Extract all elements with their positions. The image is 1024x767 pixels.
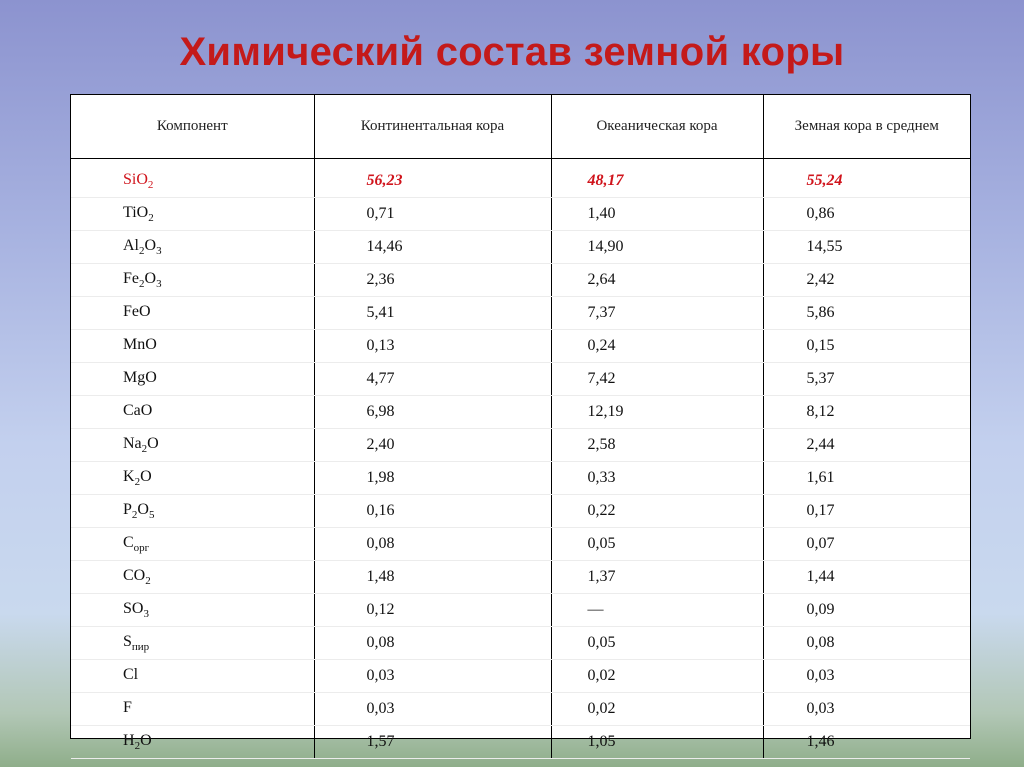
cell-average: 0,86 [763, 198, 970, 231]
formula-sub2: 3 [156, 278, 162, 291]
table-row [71, 693, 970, 726]
cell-continental: 5,41 [314, 297, 551, 330]
composition-table-container [70, 94, 971, 753]
formula-sub: 2 [139, 278, 145, 291]
cell-oceanic: 0,05 [551, 528, 763, 561]
header-average: Земная кора в среднем [763, 95, 970, 159]
cell-oceanic: 0,02 [551, 693, 763, 726]
formula-sub: орг [133, 542, 150, 555]
cell-oceanic: 14,90 [551, 231, 763, 264]
formula-base: TiO [123, 203, 149, 221]
cell-average: 0,08 [763, 627, 970, 660]
cell-component [71, 462, 314, 495]
table-row [71, 363, 970, 396]
cell-average: 5,86 [763, 297, 970, 330]
formula-sub: 2 [148, 212, 154, 225]
cell-continental: 0,03 [314, 693, 551, 726]
cell-continental: 1,48 [314, 561, 551, 594]
formula-sub2: 3 [156, 245, 162, 258]
formula-sub: 2 [139, 245, 145, 258]
table-row [71, 231, 970, 264]
formula-base: MnO [123, 335, 157, 353]
cell-average: 0,09 [763, 594, 970, 627]
cell-continental: 6,98 [314, 396, 551, 429]
formula-base: C [123, 533, 134, 551]
formula-sub: 2 [134, 476, 141, 489]
formula-sub2: 5 [148, 509, 155, 522]
table-header-row [71, 95, 970, 159]
cell-component [71, 231, 314, 264]
table-row [71, 330, 970, 363]
cell-oceanic: 7,42 [551, 363, 763, 396]
cell-continental: 1,57 [314, 726, 551, 759]
cell-average: 8,12 [763, 396, 970, 429]
cell-oceanic: 1,05 [551, 726, 763, 759]
cell-oceanic: 12,19 [551, 396, 763, 429]
table-row [71, 561, 970, 594]
formula-base: MgO [123, 368, 157, 386]
cell-component [71, 660, 314, 693]
cell-oceanic: 0,22 [551, 495, 763, 528]
cell-continental: 0,08 [314, 627, 551, 660]
cell-average: 0,15 [763, 330, 970, 363]
composition-table [71, 95, 970, 759]
formula-base: SO [123, 599, 144, 617]
formula-base: P [123, 500, 132, 518]
table-body [71, 159, 970, 759]
formula-base: Cl [123, 665, 139, 683]
table-row [71, 495, 970, 528]
cell-oceanic: 1,37 [551, 561, 763, 594]
formula-sub: 2 [131, 509, 138, 522]
cell-average: 0,07 [763, 528, 970, 561]
cell-continental: 56,23 [314, 159, 551, 198]
cell-average: 14,55 [763, 231, 970, 264]
cell-component [71, 627, 314, 660]
formula-base: Al [123, 236, 139, 254]
table-row [71, 159, 970, 198]
cell-oceanic: 2,64 [551, 264, 763, 297]
cell-average: 2,44 [763, 429, 970, 462]
table-row [71, 396, 970, 429]
formula-base: Fe [123, 269, 139, 287]
cell-component [71, 198, 314, 231]
cell-component [71, 693, 314, 726]
formula-sub: 2 [147, 179, 154, 192]
formula-base: S [123, 632, 132, 650]
cell-average: 0,03 [763, 660, 970, 693]
cell-oceanic: 48,17 [551, 159, 763, 198]
header-continental: Континентальная кора [314, 95, 551, 159]
cell-component [71, 429, 314, 462]
cell-component [71, 561, 314, 594]
cell-component [71, 594, 314, 627]
formula-sub: 2 [141, 443, 148, 456]
cell-continental: 4,77 [314, 363, 551, 396]
cell-average: 5,37 [763, 363, 970, 396]
cell-continental: 0,08 [314, 528, 551, 561]
formula-base: Na [123, 434, 142, 452]
cell-oceanic: 0,24 [551, 330, 763, 363]
cell-continental: 0,71 [314, 198, 551, 231]
cell-average: 1,44 [763, 561, 970, 594]
cell-continental: 0,16 [314, 495, 551, 528]
cell-component [71, 528, 314, 561]
formula-base: CaO [123, 401, 153, 419]
cell-component [71, 264, 314, 297]
cell-continental: 0,03 [314, 660, 551, 693]
formula-sub: 2 [134, 740, 141, 753]
header-component: Компонент [71, 95, 314, 159]
cell-component [71, 330, 314, 363]
cell-component [71, 363, 314, 396]
cell-component [71, 297, 314, 330]
formula-base: CO [123, 566, 146, 584]
cell-continental: 0,13 [314, 330, 551, 363]
formula-after: O [137, 500, 149, 518]
cell-continental: 1,98 [314, 462, 551, 495]
formula-after: O [144, 269, 157, 287]
cell-oceanic: — [551, 594, 763, 627]
formula-base: FeO [123, 302, 151, 320]
cell-oceanic: 2,58 [551, 429, 763, 462]
table-row [71, 726, 970, 759]
formula-base: K [123, 467, 135, 485]
cell-oceanic: 0,33 [551, 462, 763, 495]
table-row [71, 627, 970, 660]
formula-sub: 3 [143, 608, 149, 621]
table-row [71, 660, 970, 693]
table-row [71, 264, 970, 297]
table-row [71, 429, 970, 462]
cell-oceanic: 0,02 [551, 660, 763, 693]
table-row [71, 594, 970, 627]
cell-average: 0,17 [763, 495, 970, 528]
cell-oceanic: 1,40 [551, 198, 763, 231]
formula-sub: 2 [145, 575, 151, 588]
cell-component [71, 396, 314, 429]
formula-after: O [147, 434, 159, 452]
cell-component [71, 495, 314, 528]
formula-after: O [140, 731, 152, 749]
cell-average: 1,46 [763, 726, 970, 759]
cell-average: 2,42 [763, 264, 970, 297]
cell-continental: 2,36 [314, 264, 551, 297]
table-row [71, 198, 970, 231]
table-row [71, 528, 970, 561]
cell-continental: 14,46 [314, 231, 551, 264]
cell-continental: 2,40 [314, 429, 551, 462]
cell-component [71, 159, 314, 198]
cell-average: 0,03 [763, 693, 970, 726]
page-title: Химический состав земной коры [179, 30, 845, 74]
cell-component [71, 726, 314, 759]
formula-sub: пир [131, 641, 150, 654]
formula-base: F [123, 698, 132, 716]
formula-base: H [123, 731, 135, 749]
cell-continental: 0,12 [314, 594, 551, 627]
cell-oceanic: 0,05 [551, 627, 763, 660]
table-row [71, 462, 970, 495]
cell-average: 1,61 [763, 462, 970, 495]
formula-base: SiO [123, 170, 148, 188]
cell-average: 55,24 [763, 159, 970, 198]
table-row [71, 297, 970, 330]
formula-after: O [144, 236, 157, 254]
formula-after: O [140, 467, 152, 485]
cell-oceanic: 7,37 [551, 297, 763, 330]
header-oceanic: Океаническая кора [551, 95, 763, 159]
